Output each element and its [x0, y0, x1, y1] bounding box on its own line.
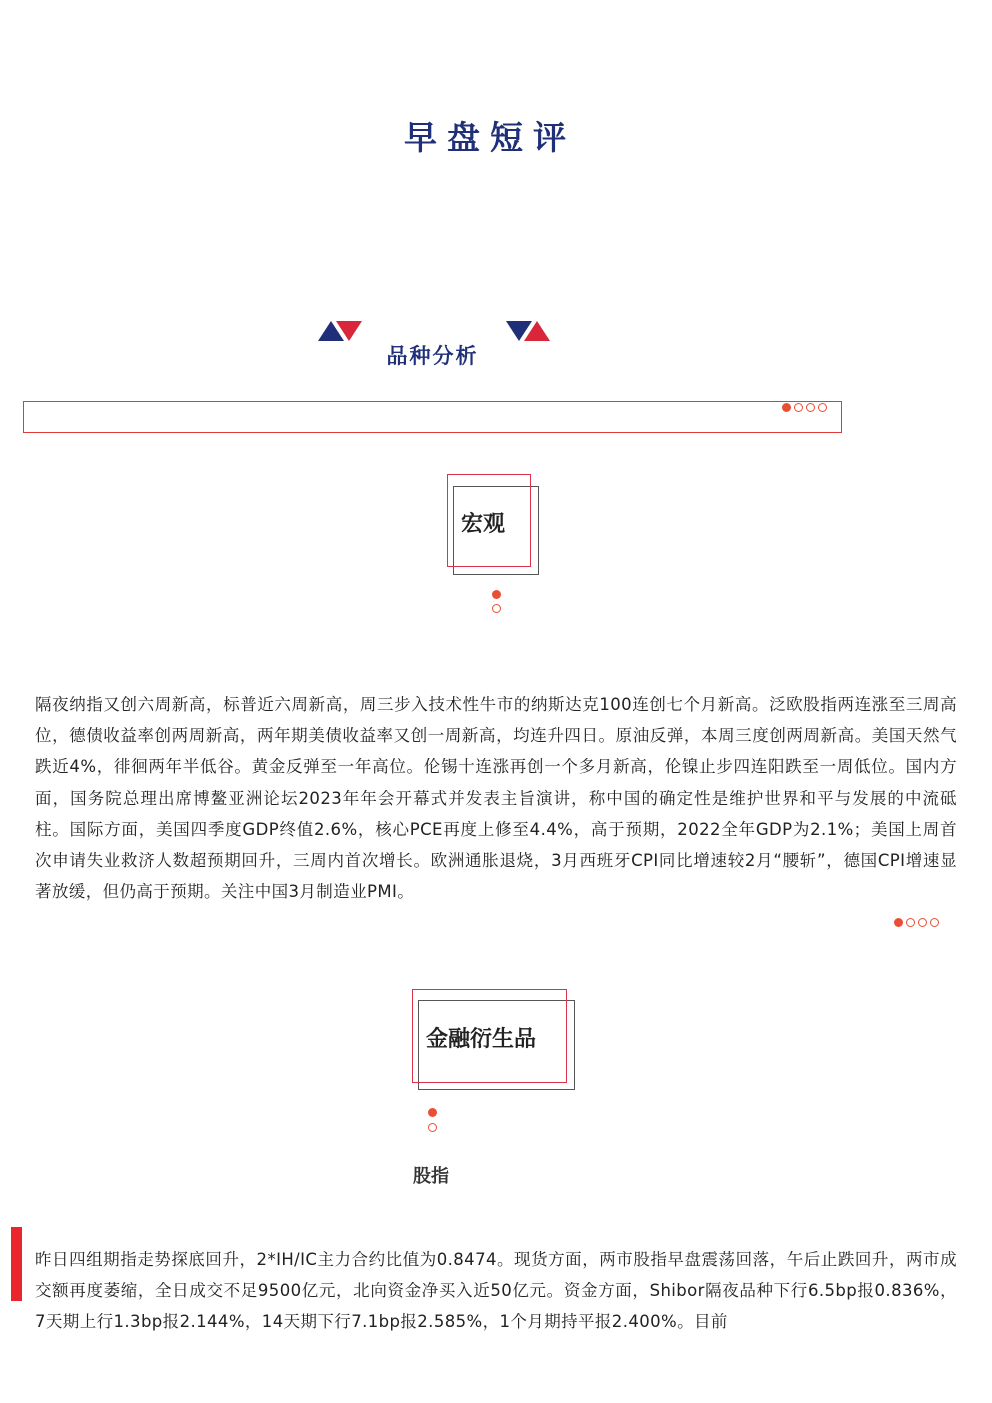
- accent-bar: [11, 1227, 22, 1301]
- dot-hollow-icon: [428, 1123, 437, 1132]
- triangle-decoration-left-icon: [318, 320, 362, 342]
- page-title: 早盘短评: [404, 118, 576, 157]
- dot-filled-icon: [782, 403, 791, 412]
- macro-title: 宏观: [461, 512, 506, 537]
- finance-title: 金融衍生品: [426, 1027, 537, 1052]
- section-header: 品种分析: [386, 344, 479, 368]
- dot-hollow-icon: [918, 918, 927, 927]
- dots-decoration-mid: [894, 918, 939, 927]
- dot-hollow-icon: [906, 918, 915, 927]
- dot-hollow-icon: [930, 918, 939, 927]
- dots-decoration-top: [782, 403, 827, 412]
- dot-hollow-icon: [806, 403, 815, 412]
- triangle-decoration-right-icon: [506, 320, 550, 342]
- dot-hollow-icon: [794, 403, 803, 412]
- finance-paragraph: 昨日四组期指走势探底回升，2*IH/IC主力合约比值为0.8474。现货方面，两市股指早盘震荡回落，午后止跌回升，两市成交额再度萎缩，全日成交不足9500亿元，北向资金净买入近50亿元。资金方面，Shibor隔夜品种下行6.5bp报0.836%，7天期上行1.3bp报2.144%，14天期下行7.1bp报2.585%，1个月期持平报2.400%。目前: [35, 1250, 957, 1332]
- finance-subtitle: 股指: [413, 1166, 449, 1187]
- dot-hollow-icon: [818, 403, 827, 412]
- section-frame-bar: [23, 401, 842, 433]
- dot-filled-icon: [894, 918, 903, 927]
- dot-filled-icon: [428, 1108, 437, 1117]
- dot-filled-icon: [492, 590, 501, 599]
- macro-paragraph: 隔夜纳指又创六周新高，标普近六周新高，周三步入技术性牛市的纳斯达克100连创七个月新高。泛欧股指两连涨至三周高位，德债收益率创两周新高，两年期美债收益率又创一周新高，均连升四日。原油反弹，本周三度创两周新高。美国天然气跌近4%，徘徊两年半低谷。黄金反弹至一年高位。伦锡十连涨再创一个多月新高，伦镍止步四连阳跌至一周低位。国内方面，国务院总理出席博鳌亚洲论坛2023年年会开幕式并发表主旨演讲，称中国的确定性是维护世界和平与发展的中流砥柱。国际方面，美国四季度GDP终值2.6%，核心PCE再度上修至4.4%，高于预期，2022全年GDP为2.1%；美国上周首次申请失业救济人数超预期回升，三周内首次增长。欧洲通胀退烧，3月西班牙CPI同比增速较2月“腰斩”，德国CPI增速显著放缓，但仍高于预期。关注中国3月制造业PMI。: [35, 695, 957, 902]
- dot-hollow-icon: [492, 604, 501, 613]
